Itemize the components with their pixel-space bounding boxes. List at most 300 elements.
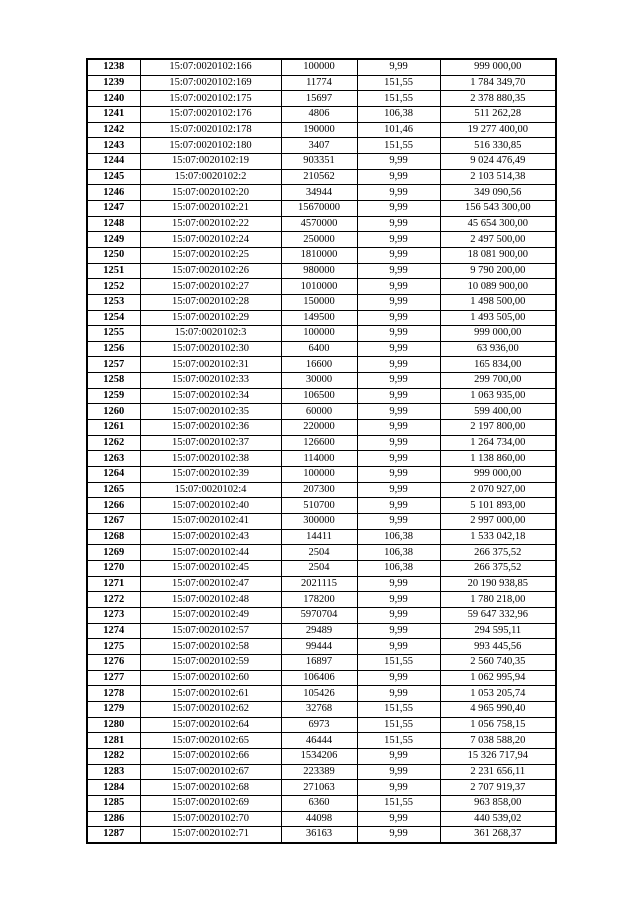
cadastral-value-cell: 999 000,00	[440, 326, 556, 342]
cadastral-value-cell: 1 056 758,15	[440, 717, 556, 733]
cadastral-value-cell: 349 090,56	[440, 185, 556, 201]
table-row	[87, 717, 556, 733]
area-cell: 100000	[281, 59, 357, 75]
cadastral-value-cell: 2 997 000,00	[440, 514, 556, 530]
row-number-cell: 1247	[87, 200, 140, 216]
cadastral-value-cell: 999 000,00	[440, 467, 556, 483]
area-cell: 4570000	[281, 216, 357, 232]
rate-cell: 151,55	[357, 701, 440, 717]
rate-cell: 9,99	[357, 514, 440, 530]
row-number-cell: 1241	[87, 106, 140, 122]
rate-cell: 9,99	[357, 169, 440, 185]
row-number-cell: 1284	[87, 780, 140, 796]
row-number-cell: 1239	[87, 75, 140, 91]
rate-cell: 9,99	[357, 764, 440, 780]
cadastral-number-cell: 15:07:0020102:4	[140, 482, 281, 498]
cadastral-number-cell: 15:07:0020102:45	[140, 561, 281, 577]
cadastral-number-cell: 15:07:0020102:28	[140, 294, 281, 310]
area-cell: 149500	[281, 310, 357, 326]
area-cell: 34944	[281, 185, 357, 201]
cadastral-value-cell: 266 375,52	[440, 561, 556, 577]
cadastral-number-cell: 15:07:0020102:61	[140, 686, 281, 702]
cadastral-number-cell: 15:07:0020102:41	[140, 514, 281, 530]
table-row	[87, 686, 556, 702]
cadastral-value-cell: 9 024 476,49	[440, 153, 556, 169]
cadastral-number-cell: 15:07:0020102:43	[140, 529, 281, 545]
table-row	[87, 545, 556, 561]
area-cell: 100000	[281, 326, 357, 342]
cadastral-number-cell: 15:07:0020102:178	[140, 122, 281, 138]
rate-cell: 9,99	[357, 153, 440, 169]
table-row	[87, 200, 556, 216]
cadastral-value-cell: 59 647 332,96	[440, 607, 556, 623]
row-number-cell: 1278	[87, 686, 140, 702]
table-row	[87, 404, 556, 420]
cadastral-number-cell: 15:07:0020102:180	[140, 138, 281, 154]
cadastral-number-cell: 15:07:0020102:58	[140, 639, 281, 655]
cadastral-number-cell: 15:07:0020102:3	[140, 326, 281, 342]
cadastral-value-cell: 1 264 734,00	[440, 435, 556, 451]
area-cell: 150000	[281, 294, 357, 310]
cadastral-value-cell: 4 965 990,40	[440, 701, 556, 717]
cadastral-number-cell: 15:07:0020102:31	[140, 357, 281, 373]
rate-cell: 9,99	[357, 200, 440, 216]
area-cell: 903351	[281, 153, 357, 169]
rate-cell: 9,99	[357, 748, 440, 764]
table-row	[87, 639, 556, 655]
table-row	[87, 529, 556, 545]
area-cell: 16897	[281, 654, 357, 670]
cadastral-number-cell: 15:07:0020102:20	[140, 185, 281, 201]
cadastral-value-cell: 993 445,56	[440, 639, 556, 655]
rate-cell: 9,99	[357, 467, 440, 483]
rate-cell: 151,55	[357, 75, 440, 91]
cadastral-number-cell: 15:07:0020102:59	[140, 654, 281, 670]
rate-cell: 151,55	[357, 91, 440, 107]
cadastral-number-cell: 15:07:0020102:2	[140, 169, 281, 185]
cadastral-value-cell: 266 375,52	[440, 545, 556, 561]
cadastral-value-cell: 1 493 505,00	[440, 310, 556, 326]
table-row	[87, 153, 556, 169]
rate-cell: 9,99	[357, 576, 440, 592]
row-number-cell: 1248	[87, 216, 140, 232]
table-row	[87, 561, 556, 577]
cadastral-number-cell: 15:07:0020102:27	[140, 279, 281, 295]
cadastral-value-cell: 165 834,00	[440, 357, 556, 373]
row-number-cell: 1257	[87, 357, 140, 373]
row-number-cell: 1259	[87, 388, 140, 404]
rate-cell: 9,99	[357, 639, 440, 655]
row-number-cell: 1249	[87, 232, 140, 248]
row-number-cell: 1242	[87, 122, 140, 138]
table-row	[87, 451, 556, 467]
row-number-cell: 1245	[87, 169, 140, 185]
area-cell: 126600	[281, 435, 357, 451]
rate-cell: 9,99	[357, 811, 440, 827]
cadastral-number-cell: 15:07:0020102:38	[140, 451, 281, 467]
rate-cell: 106,38	[357, 561, 440, 577]
cadastral-value-cell: 963 858,00	[440, 795, 556, 811]
table-row	[87, 59, 556, 75]
area-cell: 44098	[281, 811, 357, 827]
rate-cell: 151,55	[357, 138, 440, 154]
area-cell: 271063	[281, 780, 357, 796]
rate-cell: 9,99	[357, 435, 440, 451]
rate-cell: 9,99	[357, 326, 440, 342]
table-row	[87, 701, 556, 717]
cadastral-value-cell: 9 790 200,00	[440, 263, 556, 279]
row-number-cell: 1270	[87, 561, 140, 577]
row-number-cell: 1272	[87, 592, 140, 608]
cadastral-number-cell: 15:07:0020102:166	[140, 59, 281, 75]
table-row	[87, 654, 556, 670]
table-row	[87, 232, 556, 248]
area-cell: 105426	[281, 686, 357, 702]
row-number-cell: 1273	[87, 607, 140, 623]
table-row	[87, 310, 556, 326]
table-row	[87, 670, 556, 686]
row-number-cell: 1258	[87, 373, 140, 389]
cadastral-number-cell: 15:07:0020102:169	[140, 75, 281, 91]
cadastral-number-cell: 15:07:0020102:47	[140, 576, 281, 592]
area-cell: 46444	[281, 733, 357, 749]
table-row	[87, 279, 556, 295]
rate-cell: 9,99	[357, 623, 440, 639]
table-row	[87, 498, 556, 514]
cadastral-value-cell: 63 936,00	[440, 341, 556, 357]
table-row	[87, 326, 556, 342]
cadastral-value-cell: 1 780 218,00	[440, 592, 556, 608]
cadastral-number-cell: 15:07:0020102:44	[140, 545, 281, 561]
table-row	[87, 263, 556, 279]
area-cell: 106500	[281, 388, 357, 404]
cadastral-number-cell: 15:07:0020102:29	[140, 310, 281, 326]
area-cell: 32768	[281, 701, 357, 717]
cadastral-value-cell: 19 277 400,00	[440, 122, 556, 138]
row-number-cell: 1256	[87, 341, 140, 357]
area-cell: 250000	[281, 232, 357, 248]
cadastral-number-cell: 15:07:0020102:24	[140, 232, 281, 248]
row-number-cell: 1268	[87, 529, 140, 545]
rate-cell: 9,99	[357, 592, 440, 608]
cadastral-value-cell: 2 497 500,00	[440, 232, 556, 248]
cadastral-number-cell: 15:07:0020102:30	[140, 341, 281, 357]
rate-cell: 9,99	[357, 232, 440, 248]
area-cell: 300000	[281, 514, 357, 530]
area-cell: 207300	[281, 482, 357, 498]
row-number-cell: 1285	[87, 795, 140, 811]
row-number-cell: 1287	[87, 827, 140, 843]
rate-cell: 9,99	[357, 780, 440, 796]
cadastral-number-cell: 15:07:0020102:68	[140, 780, 281, 796]
table-row	[87, 795, 556, 811]
area-cell: 15670000	[281, 200, 357, 216]
area-cell: 14411	[281, 529, 357, 545]
table-row	[87, 811, 556, 827]
area-cell: 106406	[281, 670, 357, 686]
cadastral-number-cell: 15:07:0020102:60	[140, 670, 281, 686]
cadastral-number-cell: 15:07:0020102:62	[140, 701, 281, 717]
cadastral-value-cell: 516 330,85	[440, 138, 556, 154]
area-cell: 3407	[281, 138, 357, 154]
row-number-cell: 1240	[87, 91, 140, 107]
cadastral-value-cell: 440 539,02	[440, 811, 556, 827]
rate-cell: 9,99	[357, 482, 440, 498]
area-cell: 100000	[281, 467, 357, 483]
area-cell: 2021115	[281, 576, 357, 592]
cadastral-number-cell: 15:07:0020102:65	[140, 733, 281, 749]
rate-cell: 9,99	[357, 279, 440, 295]
row-number-cell: 1271	[87, 576, 140, 592]
rate-cell: 151,55	[357, 717, 440, 733]
table-row	[87, 435, 556, 451]
area-cell: 980000	[281, 263, 357, 279]
table-row	[87, 780, 556, 796]
table-row	[87, 75, 556, 91]
table-row	[87, 748, 556, 764]
cadastral-value-cell: 599 400,00	[440, 404, 556, 420]
cadastral-number-cell: 15:07:0020102:35	[140, 404, 281, 420]
table-row	[87, 138, 556, 154]
row-number-cell: 1262	[87, 435, 140, 451]
cadastral-number-cell: 15:07:0020102:25	[140, 247, 281, 263]
rate-cell: 101,46	[357, 122, 440, 138]
area-cell: 114000	[281, 451, 357, 467]
cadastral-number-cell: 15:07:0020102:34	[140, 388, 281, 404]
cadastral-number-cell: 15:07:0020102:33	[140, 373, 281, 389]
table-body	[87, 59, 556, 843]
cadastral-number-cell: 15:07:0020102:175	[140, 91, 281, 107]
row-number-cell: 1277	[87, 670, 140, 686]
cadastral-value-cell: 294 595,11	[440, 623, 556, 639]
table-row	[87, 764, 556, 780]
area-cell: 210562	[281, 169, 357, 185]
cadastral-number-cell: 15:07:0020102:71	[140, 827, 281, 843]
table-row	[87, 341, 556, 357]
cadastral-number-cell: 15:07:0020102:48	[140, 592, 281, 608]
cadastral-value-cell: 1 784 349,70	[440, 75, 556, 91]
cadastral-value-cell: 1 533 042,18	[440, 529, 556, 545]
cadastral-number-cell: 15:07:0020102:26	[140, 263, 281, 279]
cadastral-number-cell: 15:07:0020102:40	[140, 498, 281, 514]
row-number-cell: 1260	[87, 404, 140, 420]
row-number-cell: 1280	[87, 717, 140, 733]
rate-cell: 9,99	[357, 686, 440, 702]
table-row	[87, 607, 556, 623]
area-cell: 6360	[281, 795, 357, 811]
cadastral-number-cell: 15:07:0020102:57	[140, 623, 281, 639]
table-row	[87, 91, 556, 107]
row-number-cell: 1238	[87, 59, 140, 75]
cadastral-number-cell: 15:07:0020102:19	[140, 153, 281, 169]
area-cell: 1534206	[281, 748, 357, 764]
rate-cell: 9,99	[357, 310, 440, 326]
cadastral-number-cell: 15:07:0020102:70	[140, 811, 281, 827]
area-cell: 29489	[281, 623, 357, 639]
table-row	[87, 247, 556, 263]
area-cell: 6973	[281, 717, 357, 733]
cadastral-number-cell: 15:07:0020102:66	[140, 748, 281, 764]
cadastral-value-cell: 15 326 717,94	[440, 748, 556, 764]
row-number-cell: 1286	[87, 811, 140, 827]
cadastral-value-cell: 2 707 919,37	[440, 780, 556, 796]
row-number-cell: 1265	[87, 482, 140, 498]
row-number-cell: 1250	[87, 247, 140, 263]
table-row	[87, 576, 556, 592]
table-row	[87, 294, 556, 310]
rate-cell: 9,99	[357, 607, 440, 623]
row-number-cell: 1266	[87, 498, 140, 514]
rate-cell: 9,99	[357, 263, 440, 279]
area-cell: 5970704	[281, 607, 357, 623]
cadastral-value-cell: 511 262,28	[440, 106, 556, 122]
row-number-cell: 1253	[87, 294, 140, 310]
rate-cell: 9,99	[357, 185, 440, 201]
cadastral-value-table	[86, 58, 557, 844]
area-cell: 178200	[281, 592, 357, 608]
row-number-cell: 1244	[87, 153, 140, 169]
row-number-cell: 1264	[87, 467, 140, 483]
table-row	[87, 827, 556, 843]
table-row	[87, 185, 556, 201]
cadastral-value-cell: 18 081 900,00	[440, 247, 556, 263]
cadastral-number-cell: 15:07:0020102:67	[140, 764, 281, 780]
area-cell: 223389	[281, 764, 357, 780]
row-number-cell: 1281	[87, 733, 140, 749]
area-cell: 6400	[281, 341, 357, 357]
row-number-cell: 1263	[87, 451, 140, 467]
table-row	[87, 169, 556, 185]
cadastral-value-cell: 7 038 588,20	[440, 733, 556, 749]
area-cell: 2504	[281, 561, 357, 577]
row-number-cell: 1274	[87, 623, 140, 639]
rate-cell: 9,99	[357, 341, 440, 357]
area-cell: 15697	[281, 91, 357, 107]
cadastral-value-cell: 2 197 800,00	[440, 420, 556, 436]
cadastral-value-cell: 10 089 900,00	[440, 279, 556, 295]
rate-cell: 9,99	[357, 388, 440, 404]
area-cell: 1010000	[281, 279, 357, 295]
cadastral-value-cell: 2 560 740,35	[440, 654, 556, 670]
table-row	[87, 216, 556, 232]
row-number-cell: 1255	[87, 326, 140, 342]
row-number-cell: 1275	[87, 639, 140, 655]
area-cell: 2504	[281, 545, 357, 561]
area-cell: 30000	[281, 373, 357, 389]
cadastral-value-cell: 361 268,37	[440, 827, 556, 843]
cadastral-value-cell: 5 101 893,00	[440, 498, 556, 514]
rate-cell: 106,38	[357, 545, 440, 561]
table-row	[87, 623, 556, 639]
rate-cell: 9,99	[357, 294, 440, 310]
cadastral-value-cell: 1 062 995,94	[440, 670, 556, 686]
rate-cell: 9,99	[357, 247, 440, 263]
rate-cell: 9,99	[357, 451, 440, 467]
cadastral-value-cell: 1 138 860,00	[440, 451, 556, 467]
rate-cell: 9,99	[357, 216, 440, 232]
rate-cell: 106,38	[357, 529, 440, 545]
cadastral-value-cell: 2 231 656,11	[440, 764, 556, 780]
cadastral-value-cell: 45 654 300,00	[440, 216, 556, 232]
cadastral-number-cell: 15:07:0020102:37	[140, 435, 281, 451]
row-number-cell: 1282	[87, 748, 140, 764]
table-row	[87, 467, 556, 483]
cadastral-value-cell: 1 498 500,00	[440, 294, 556, 310]
area-cell: 1810000	[281, 247, 357, 263]
rate-cell: 151,55	[357, 733, 440, 749]
table-row	[87, 388, 556, 404]
rate-cell: 151,55	[357, 795, 440, 811]
table-row	[87, 733, 556, 749]
area-cell: 4806	[281, 106, 357, 122]
cadastral-value-cell: 156 543 300,00	[440, 200, 556, 216]
table-row	[87, 373, 556, 389]
cadastral-value-cell: 999 000,00	[440, 59, 556, 75]
cadastral-value-cell: 2 103 514,38	[440, 169, 556, 185]
rate-cell: 106,38	[357, 106, 440, 122]
row-number-cell: 1251	[87, 263, 140, 279]
row-number-cell: 1243	[87, 138, 140, 154]
cadastral-number-cell: 15:07:0020102:21	[140, 200, 281, 216]
row-number-cell: 1261	[87, 420, 140, 436]
table-row	[87, 122, 556, 138]
rate-cell: 9,99	[357, 357, 440, 373]
cadastral-number-cell: 15:07:0020102:69	[140, 795, 281, 811]
row-number-cell: 1279	[87, 701, 140, 717]
cadastral-value-cell: 2 070 927,00	[440, 482, 556, 498]
cadastral-value-cell: 299 700,00	[440, 373, 556, 389]
rate-cell: 9,99	[357, 59, 440, 75]
rate-cell: 9,99	[357, 420, 440, 436]
row-number-cell: 1252	[87, 279, 140, 295]
rate-cell: 9,99	[357, 670, 440, 686]
table-row	[87, 592, 556, 608]
table-row	[87, 106, 556, 122]
area-cell: 16600	[281, 357, 357, 373]
table-row	[87, 514, 556, 530]
cadastral-number-cell: 15:07:0020102:49	[140, 607, 281, 623]
rate-cell: 151,55	[357, 654, 440, 670]
table-row	[87, 482, 556, 498]
row-number-cell: 1269	[87, 545, 140, 561]
cadastral-number-cell: 15:07:0020102:39	[140, 467, 281, 483]
cadastral-value-cell: 1 063 935,00	[440, 388, 556, 404]
area-cell: 36163	[281, 827, 357, 843]
cadastral-number-cell: 15:07:0020102:36	[140, 420, 281, 436]
cadastral-value-cell: 1 053 205,74	[440, 686, 556, 702]
area-cell: 11774	[281, 75, 357, 91]
row-number-cell: 1246	[87, 185, 140, 201]
row-number-cell: 1254	[87, 310, 140, 326]
table-row	[87, 357, 556, 373]
row-number-cell: 1267	[87, 514, 140, 530]
rate-cell: 9,99	[357, 373, 440, 389]
area-cell: 99444	[281, 639, 357, 655]
rate-cell: 9,99	[357, 404, 440, 420]
cadastral-number-cell: 15:07:0020102:176	[140, 106, 281, 122]
area-cell: 220000	[281, 420, 357, 436]
row-number-cell: 1283	[87, 764, 140, 780]
rate-cell: 9,99	[357, 827, 440, 843]
cadastral-value-cell: 2 378 880,35	[440, 91, 556, 107]
cadastral-number-cell: 15:07:0020102:22	[140, 216, 281, 232]
area-cell: 190000	[281, 122, 357, 138]
rate-cell: 9,99	[357, 498, 440, 514]
area-cell: 60000	[281, 404, 357, 420]
area-cell: 510700	[281, 498, 357, 514]
table-row	[87, 420, 556, 436]
row-number-cell: 1276	[87, 654, 140, 670]
